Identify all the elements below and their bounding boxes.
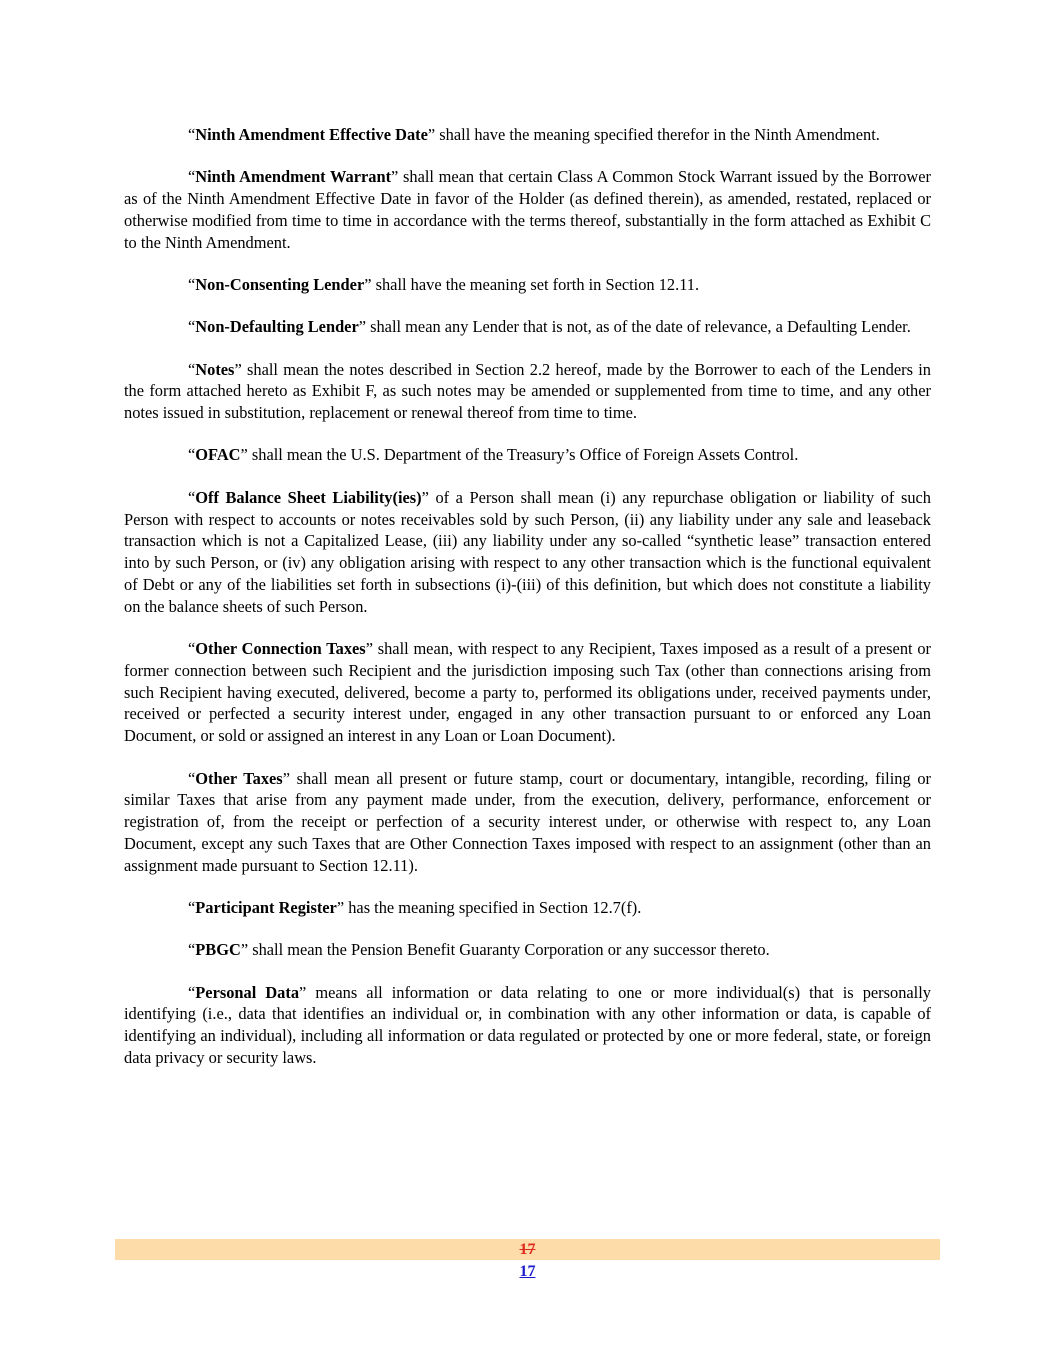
- definition-text: shall mean all present or future stamp, court or documentary, intangible, recording, filing or similar Taxes that arise from any payment made under, from the execution, delivery, performance, enforcement or registration of, from the receipt or perfection of a security interest under, or otherwise with respect to, any Loan Document, except any such Taxes that are Other Connection Taxes imposed with respect to an assignment (other than an assignment made pursuant to Section 12.11).: [124, 768, 931, 875]
- open-quote: “: [188, 317, 196, 337]
- open-quote: “: [188, 940, 196, 960]
- definition-text: has the meaning specified in Section 12.7(f).: [344, 898, 642, 918]
- close-quote: ”: [421, 487, 429, 507]
- document-body: [124, 124, 931, 1089]
- definition-ofac: [124, 444, 931, 466]
- defined-term: Off Balance Sheet Liability(ies): [195, 487, 422, 507]
- defined-term: Personal Data: [195, 982, 300, 1002]
- definition-ninth-amendment-effective-date: [124, 124, 931, 146]
- definition-non-defaulting-lender: [124, 316, 931, 338]
- defined-term: Notes: [195, 359, 235, 379]
- defined-term: PBGC: [195, 940, 241, 960]
- definition-other-connection-taxes: [124, 638, 931, 747]
- defined-term: Ninth Amendment Warrant: [195, 167, 392, 187]
- definition-text: shall mean the notes described in Section 2.2 hereof, made by the Borrower to each of the Lenders in the form attached hereto as Exhibit F, as such notes may be amended or supplemented from time to time, and any other notes issued in substitution, replacement or renewal thereof from time to time.: [124, 359, 931, 423]
- close-quote: ”: [365, 639, 373, 659]
- open-quote: “: [188, 639, 196, 659]
- open-quote: “: [188, 982, 196, 1002]
- definition-non-consenting-lender: [124, 274, 931, 296]
- close-quote: ”: [358, 317, 367, 337]
- definition-text: shall mean, with respect to any Recipient, Taxes imposed as a result of a present or former connection between such Recipient and the jurisdiction imposing such Tax (other than connections arising from such Recipient having executed, delivered, become a party to, performed its obligations under, received payments under, received or perfected a security interest under, engaged in any other transaction pursuant to or enforced any Loan Document, or sold or assigned an interest in any Loan or Loan Document).: [124, 639, 931, 746]
- open-quote: “: [188, 768, 196, 788]
- open-quote: “: [188, 487, 196, 507]
- close-quote: ”: [364, 274, 372, 294]
- definition-pbgc: [124, 939, 931, 961]
- open-quote: “: [188, 359, 196, 379]
- close-quote: ”: [427, 125, 436, 144]
- close-quote: ”: [240, 445, 248, 465]
- close-quote: ”: [240, 940, 249, 960]
- definition-ninth-amendment-warrant: [124, 166, 931, 253]
- open-quote: “: [188, 445, 196, 465]
- close-quote: ”: [234, 359, 242, 379]
- definition-other-taxes: [124, 768, 931, 877]
- open-quote: “: [188, 167, 196, 187]
- definition-personal-data: [124, 982, 931, 1069]
- definition-participant-register: [124, 897, 931, 919]
- definition-text: shall have the meaning specified therefor in the Ninth Amendment.: [435, 125, 880, 144]
- definition-text: means all information or data relating to one or more individual(s) that is personally identifying (i.e., data that identifies an individual or, in combination with any other information or data, is capable of identifying an individual), including all information or data regulated or protected by one or more federal, state, or foreign data privacy or security laws.: [124, 982, 931, 1067]
- definition-text: of a Person shall mean (i) any repurchase obligation or liability of such Person with respect to accounts or notes receivables sold by such Person, (ii) any liability under any sale and leaseback transaction which is not a Capitalized Lease, (iii) any liability under any so-called “synthetic lease” transaction entered into by such Person, or (iv) any obligation arising with respect to any other transaction which is the functional equivalent of Debt or any of the liabilities set forth in subsections (i)-(iii) of this definition, but which does not constitute a liability on the balance sheets of such Person.: [124, 487, 931, 616]
- open-quote: “: [188, 274, 196, 294]
- defined-term: Ninth Amendment Effective Date: [195, 125, 428, 144]
- inserted-page-number: 17: [519, 1263, 536, 1280]
- close-quote: ”: [299, 982, 307, 1002]
- definition-text: shall have the meaning set forth in Section 12.11.: [371, 274, 700, 294]
- deleted-page-number: 17: [519, 1241, 536, 1258]
- close-quote: ”: [391, 167, 399, 187]
- defined-term: Participant Register: [195, 898, 337, 918]
- close-quote: ”: [336, 898, 345, 918]
- defined-term: Non-Defaulting Lender: [195, 317, 359, 337]
- definition-text: shall mean any Lender that is not, as of the date of relevance, a Defaulting Lender.: [366, 317, 911, 337]
- open-quote: “: [188, 125, 196, 144]
- definition-off-balance-sheet-liabilities: [124, 487, 931, 618]
- definition-text: shall mean that certain Class A Common Stock Warrant issued by the Borrower as of the Ninth Amendment Effective Date in favor of the Holder (as defined therein), as amended, restated, replaced or otherwise modified from time to time in accordance with the terms thereof, substantially in the form attached as Exhibit C to the Ninth Amendment.: [124, 167, 931, 252]
- open-quote: “: [188, 898, 196, 918]
- close-quote: ”: [282, 768, 290, 788]
- definition-text: shall mean the Pension Benefit Guaranty Corporation or any successor thereto.: [248, 940, 770, 960]
- defined-term: OFAC: [195, 445, 241, 465]
- defined-term: Non-Consenting Lender: [195, 274, 365, 294]
- definition-text: shall mean the U.S. Department of the Treasury’s Office of Foreign Assets Control.: [247, 445, 799, 465]
- definition-notes: [124, 359, 931, 424]
- defined-term: Other Taxes: [195, 768, 283, 788]
- defined-term: Other Connection Taxes: [195, 639, 366, 659]
